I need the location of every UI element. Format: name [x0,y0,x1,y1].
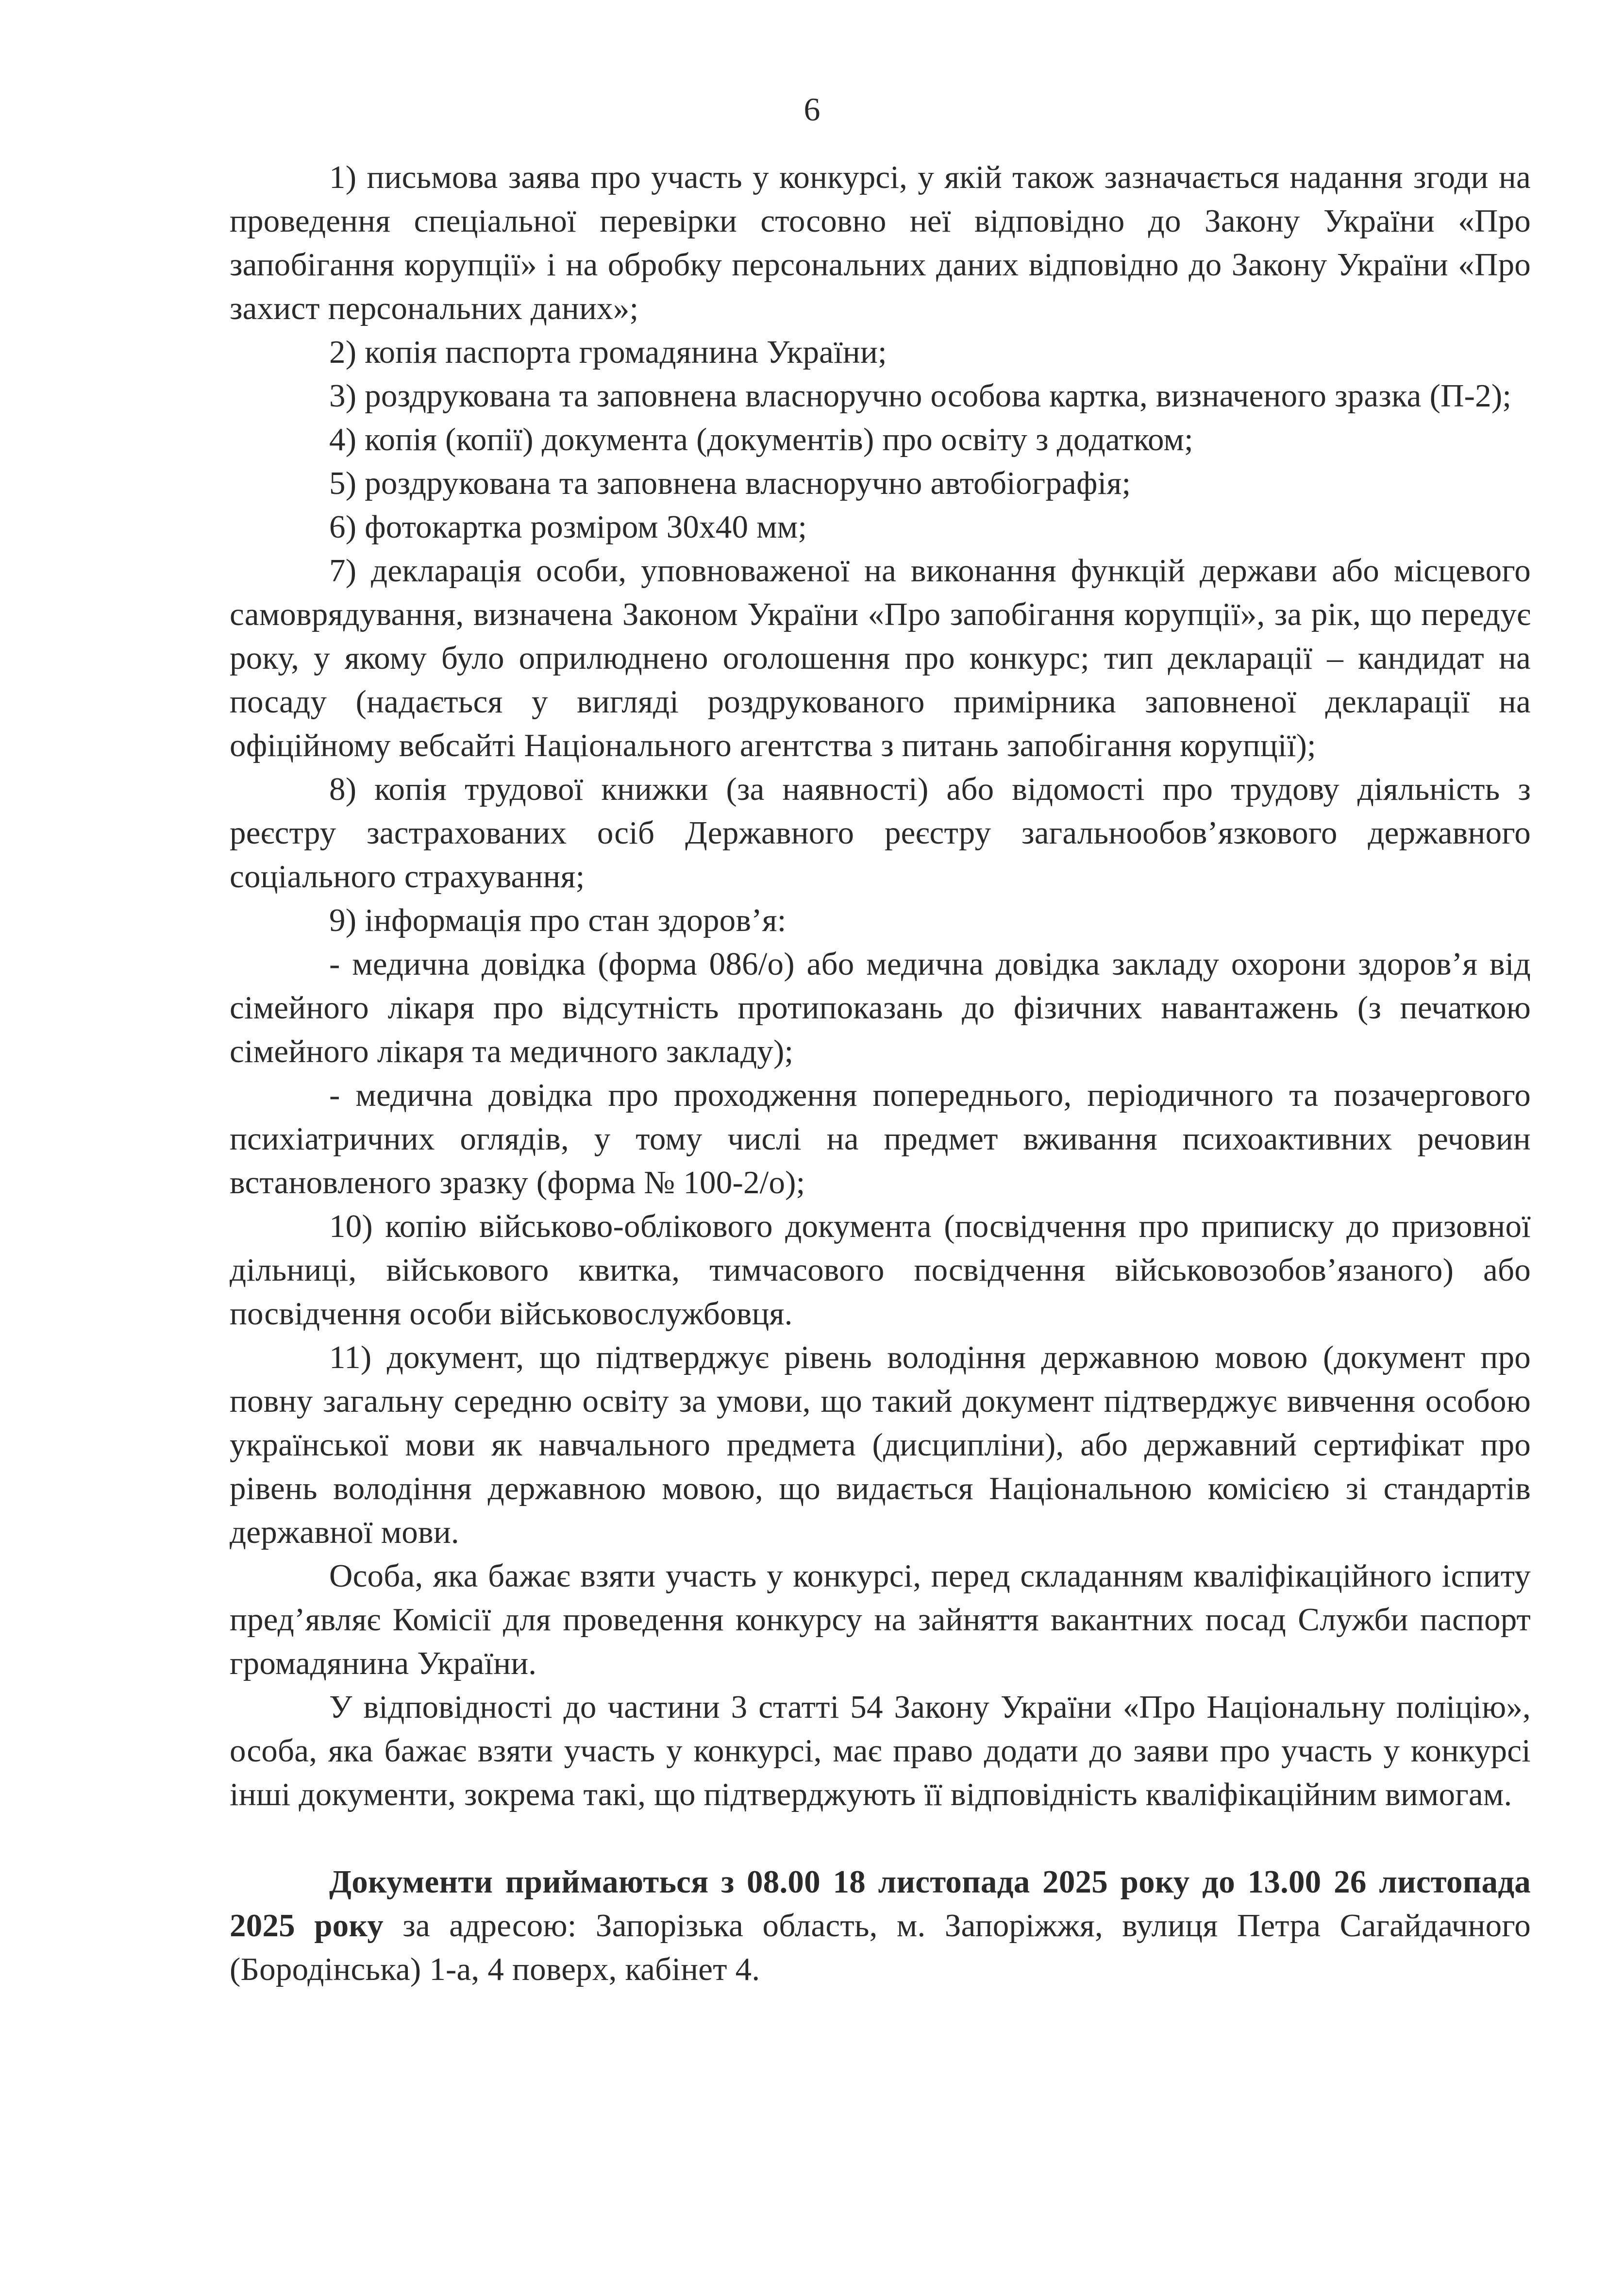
final-notice-address: за адресою: Запорізька область, м. Запоріжжя, вулиця Петра Сагайдачного (Бородінська) 1-а, 4 поверх, кабінет 4. [230,1908,1531,1987]
list-item-6: 6) фотокартка розміром 30х40 мм; [329,509,807,545]
list-item-4: 4) копія (копії) документа (документів) про освіту з додатком; [329,422,1193,457]
document-body [230,155,1531,1991]
list-item-10: 10) копію військово-облікового документа (посвідчення про приписку до призовної дільниці, військового квитка, тимчасового посвідчення військовозобов’язаного) або посвідчення особи військовослужбовця. [230,1208,1531,1332]
list-item-9-sub-2: - медична довідка про проходження попереднього, періодичного та позачергового психіатричних оглядів, у тому числі на предмет вживання психоактивних речовин встановленого зразку (форма № 100-2/о); [230,1077,1531,1201]
final-notice [230,1860,1531,1991]
paragraph-passport: Особа, яка бажає взяти участь у конкурсі, перед складанням кваліфікаційного іспиту пред’являє Комісії для проведення конкурсу на зайняття вакантних посад Служби паспорт громадянина України. [230,1558,1531,1681]
final-notice-dates: Документи приймаються з 08.00 18 листопада 2025 року до 13.00 26 листопада 2025 року [230,1864,1531,1944]
list-item-9: 9) інформація про стан здоров’я: [329,902,787,938]
spacer [230,1816,1531,1860]
list-item-9-sub-1: - медична довідка (форма 086/о) або медична довідка закладу охорони здоров’я від сімейного лікаря про відсутність протипоказань до фізичних навантажень (з печаткою сімейного лікаря та медичного закладу); [230,946,1531,1069]
list-item-2: 2) копія паспорта громадянина України; [329,334,887,370]
paragraph-additional-documents: У відповідності до частини 3 статті 54 Закону України «Про Національну поліцію», особа, яка бажає взяти участь у конкурсі, має право додати до заяви про участь у конкурсі інші документи, зокрема такі, що підтверджують її відповідність кваліфікаційним вимогам. [230,1689,1531,1812]
list-item-5: 5) роздрукована та заповнена власноручно автобіографія; [329,465,1131,501]
list-item-3: 3) роздрукована та заповнена власноручно особова картка, визначеного зразка (П-2); [329,378,1512,414]
page-number: 6 [804,91,820,128]
list-item-7: 7) декларація особи, уповноваженої на виконання функцій держави або місцевого самоврядування, визначена Законом України «Про запобігання корупції», за рік, що передує року, у якому було оприлюднено оголошення про конкурс; тип декларації – кандидат на посаду (надається у вигляді роздрукованого примірника заповненої декларації на офіційному вебсайті Національного агентства з питань запобігання корупції); [230,553,1531,763]
list-item-1: 1) письмова заява про участь у конкурсі, у якій також зазначається надання згоди на проведення спеціальної перевірки стосовно неї відповідно до Закону України «Про запобігання корупції» і на обробку персональних даних відповідно до Закону України «Про захист персональних даних»; [230,159,1531,326]
list-item-8: 8) копія трудової книжки (за наявності) або відомості про трудову діяльність з реєстру застрахованих осіб Державного реєстру загальнообов’язкового державного соціального страхування; [230,771,1531,895]
list-item-11: 11) документ, що підтверджує рівень володіння державною мовою (документ про повну загальну середню освіту за умови, що такий документ підтверджує вивчення особою української мови як навчального предмета (дисципліни), або державний сертифікат про рівень володіння державною мовою, що видається Національною комісією зі стандартів державної мови. [230,1339,1531,1550]
